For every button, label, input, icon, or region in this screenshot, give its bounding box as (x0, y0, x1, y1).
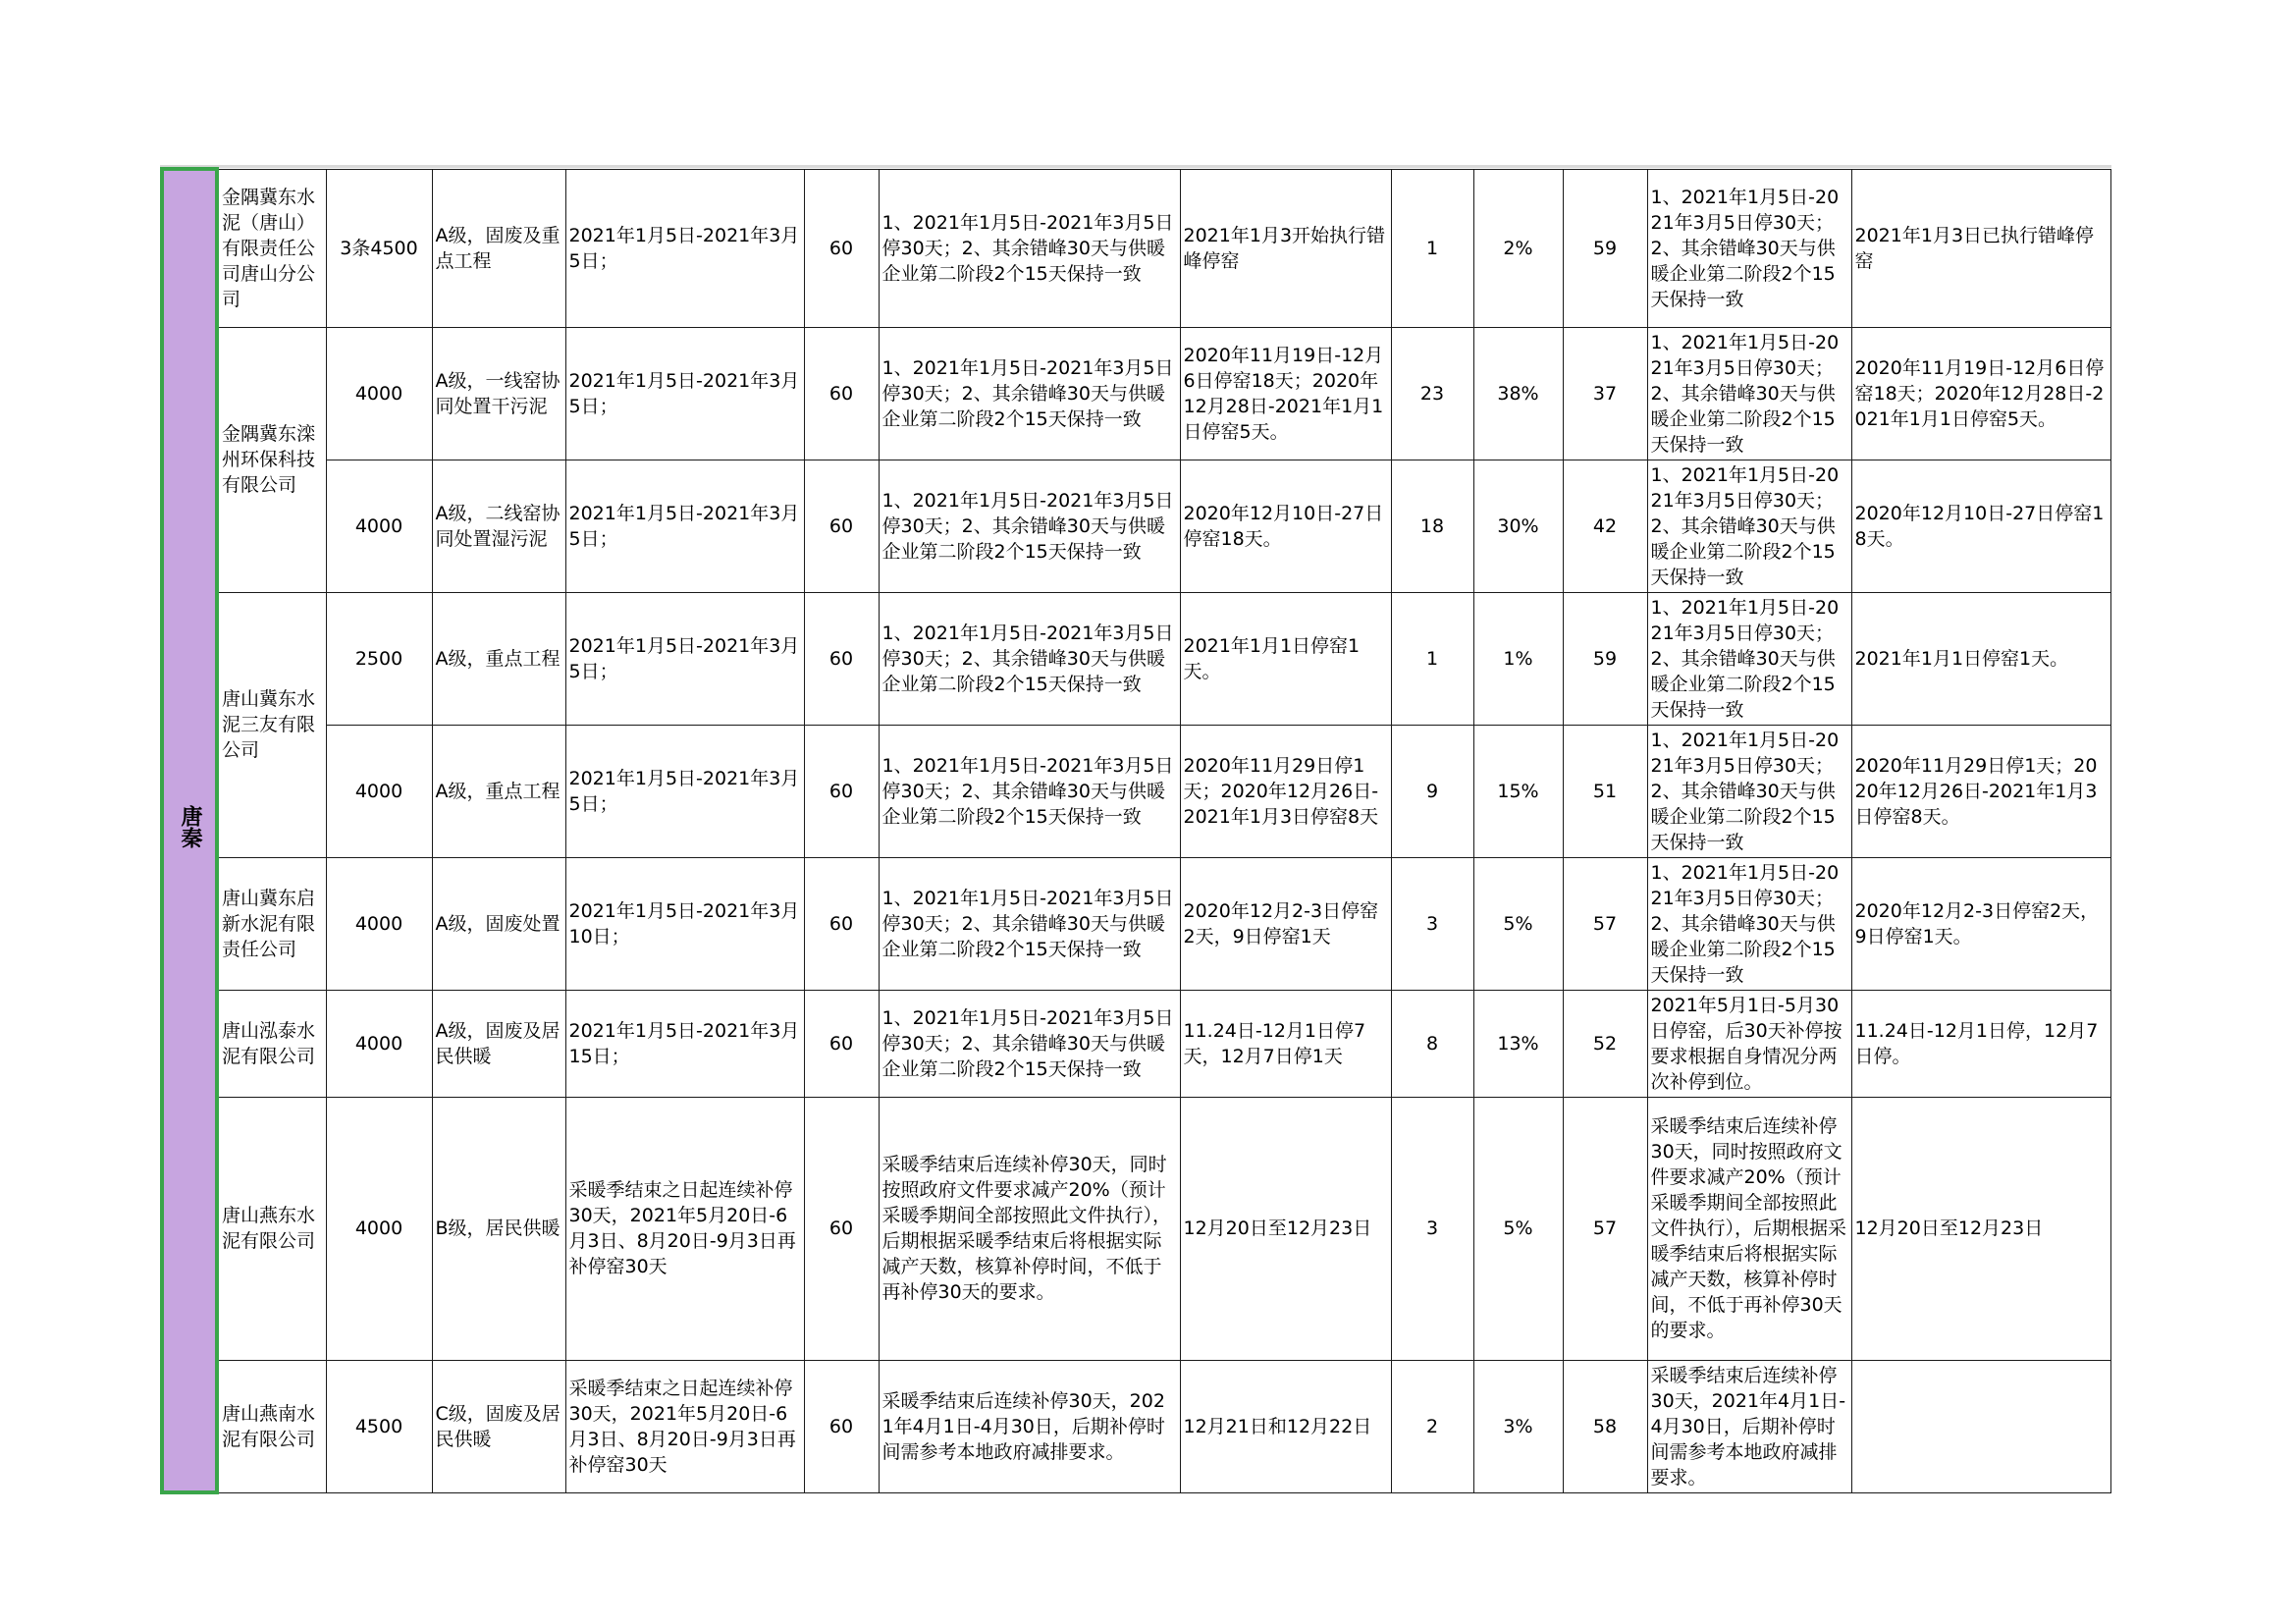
period-cell: 采暖季结束之日起连续补停30天，2021年5月20日-6月3日、8月20日-9月3日再补停窑30天 (565, 1097, 804, 1360)
period-cell: 2021年1月5日-2021年3月5日； (565, 327, 804, 460)
table-row (162, 857, 2110, 990)
executed-cell: 12月21日和12月22日 (1180, 1360, 1391, 1492)
next-plan-cell: 采暖季结束后连续补停30天，2021年4月1日-4月30日，后期补停时间需参考本地政府减排要求。 (1647, 1360, 1851, 1492)
executed-cell: 2020年12月2-3日停窑2天，9日停窑1天 (1180, 857, 1391, 990)
period-cell: 2021年1月5日-2021年3月15日； (565, 990, 804, 1097)
remark-cell: 2020年11月19日-12月6日停窑18天；2020年12月28日-2021年1月1日停窑5天。 (1851, 327, 2110, 460)
grade-cell: A级，固废及重点工程 (432, 169, 565, 327)
days-cell: 60 (804, 857, 879, 990)
period-cell: 2021年1月5日-2021年3月10日； (565, 857, 804, 990)
days-cell: 60 (804, 327, 879, 460)
company-cell: 唐山燕东水泥有限公司 (217, 1097, 326, 1360)
plan-cell: 1、2021年1月5日-2021年3月5日停30天；2、其余错峰30天与供暖企业第二阶段2个15天保持一致 (879, 169, 1180, 327)
days-cell: 60 (804, 169, 879, 327)
next-plan-cell: 1、2021年1月5日-2021年3月5日停30天；2、其余错峰30天与供暖企业第二阶段2个15天保持一致 (1647, 592, 1851, 725)
grade-cell: B级，居民供暖 (432, 1097, 565, 1360)
remark-cell: 2021年1月3日已执行错峰停窑 (1851, 169, 2110, 327)
company-cell: 唐山冀东水泥三友有限公司 (217, 592, 326, 857)
percent-cell: 30% (1473, 460, 1563, 592)
done-days-cell: 3 (1391, 1097, 1473, 1360)
plan-cell: 1、2021年1月5日-2021年3月5日停30天；2、其余错峰30天与供暖企业第二阶段2个15天保持一致 (879, 857, 1180, 990)
days-cell: 60 (804, 1360, 879, 1492)
executed-cell: 11.24日-12月1日停7天，12月7日停1天 (1180, 990, 1391, 1097)
table-row (162, 327, 2110, 460)
remark-cell: 12月20日至12月23日 (1851, 1097, 2110, 1360)
period-cell: 采暖季结束之日起连续补停30天，2021年5月20日-6月3日、8月20日-9月3日再补停窑30天 (565, 1360, 804, 1492)
next-plan-cell: 1、2021年1月5日-2021年3月5日停30天；2、其余错峰30天与供暖企业第二阶段2个15天保持一致 (1647, 857, 1851, 990)
executed-cell: 2021年1月1日停窑1天。 (1180, 592, 1391, 725)
grade-cell: C级，固废及居民供暖 (432, 1360, 565, 1492)
table-row (162, 592, 2110, 725)
capacity-cell: 2500 (326, 592, 432, 725)
plan-cell: 1、2021年1月5日-2021年3月5日停30天；2、其余错峰30天与供暖企业第二阶段2个15天保持一致 (879, 725, 1180, 857)
next-plan-cell: 采暖季结束后连续补停30天，同时按照政府文件要求减产20%（预计采暖季期间全部按照此文件执行），后期根据采暖季结束后将根据实际减产天数，核算补停时间，不低于再补停30天的要求。 (1647, 1097, 1851, 1360)
table-row (162, 725, 2110, 857)
executed-cell: 2020年11月19日-12月6日停窑18天；2020年12月28日-2021年1月1日停窑5天。 (1180, 327, 1391, 460)
remark-cell: 2020年12月10日-27日停窑18天。 (1851, 460, 2110, 592)
table-row (162, 169, 2110, 327)
days-cell: 60 (804, 725, 879, 857)
capacity-cell: 4000 (326, 725, 432, 857)
table-row (162, 1097, 2110, 1360)
grade-cell: A级，一线窑协同处置干污泥 (432, 327, 565, 460)
remaining-cell: 52 (1563, 990, 1647, 1097)
plan-cell: 1、2021年1月5日-2021年3月5日停30天；2、其余错峰30天与供暖企业第二阶段2个15天保持一致 (879, 460, 1180, 592)
days-cell: 60 (804, 1097, 879, 1360)
period-cell: 2021年1月5日-2021年3月5日； (565, 460, 804, 592)
done-days-cell: 1 (1391, 169, 1473, 327)
remark-cell: 2020年12月2-3日停窑2天，9日停窑1天。 (1851, 857, 2110, 990)
percent-cell: 38% (1473, 327, 1563, 460)
remaining-cell: 57 (1563, 857, 1647, 990)
remaining-cell: 51 (1563, 725, 1647, 857)
company-cell: 唐山冀东启新水泥有限责任公司 (217, 857, 326, 990)
remark-cell: 11.24日-12月1日停，12月7日停。 (1851, 990, 2110, 1097)
capacity-cell: 3条4500 (326, 169, 432, 327)
percent-cell: 15% (1473, 725, 1563, 857)
percent-cell: 13% (1473, 990, 1563, 1097)
percent-cell: 3% (1473, 1360, 1563, 1492)
done-days-cell: 9 (1391, 725, 1473, 857)
plan-cell: 1、2021年1月5日-2021年3月5日停30天；2、其余错峰30天与供暖企业第二阶段2个15天保持一致 (879, 592, 1180, 725)
next-plan-cell: 1、2021年1月5日-2021年3月5日停30天；2、其余错峰30天与供暖企业第二阶段2个15天保持一致 (1647, 327, 1851, 460)
company-cell: 金隅冀东滦州环保科技有限公司 (217, 327, 326, 592)
executed-cell: 2020年12月10日-27日停窑18天。 (1180, 460, 1391, 592)
grade-cell: A级，二线窑协同处置湿污泥 (432, 460, 565, 592)
region-label: 唐秦 (178, 805, 202, 848)
remaining-cell: 37 (1563, 327, 1647, 460)
remark-cell: 2021年1月1日停窑1天。 (1851, 592, 2110, 725)
percent-cell: 5% (1473, 857, 1563, 990)
executed-cell: 12月20日至12月23日 (1180, 1097, 1391, 1360)
capacity-cell: 4000 (326, 990, 432, 1097)
plan-cell: 采暖季结束后连续补停30天，同时按照政府文件要求减产20%（预计采暖季期间全部按照此文件执行），后期根据采暖季结束后将根据实际减产天数，核算补停时间，不低于再补停30天的要求。 (879, 1097, 1180, 1360)
period-cell: 2021年1月5日-2021年3月5日； (565, 592, 804, 725)
executed-cell: 2021年1月3开始执行错峰停窑 (1180, 169, 1391, 327)
days-cell: 60 (804, 592, 879, 725)
days-cell: 60 (804, 990, 879, 1097)
table-row (162, 460, 2110, 592)
done-days-cell: 3 (1391, 857, 1473, 990)
percent-cell: 2% (1473, 169, 1563, 327)
days-cell: 60 (804, 460, 879, 592)
plan-cell: 采暖季结束后连续补停30天，2021年4月1日-4月30日，后期补停时间需参考本地政府减排要求。 (879, 1360, 1180, 1492)
remaining-cell: 59 (1563, 592, 1647, 725)
capacity-cell: 4000 (326, 327, 432, 460)
grade-cell: A级，固废处置 (432, 857, 565, 990)
remark-cell: 2020年11月29日停1天；2020年12月26日-2021年1月3日停窑8天。 (1851, 725, 2110, 857)
table-row (162, 990, 2110, 1097)
company-cell: 唐山燕南水泥有限公司 (217, 1360, 326, 1492)
next-plan-cell: 2021年5月1日-5月30日停窑，后30天补停按要求根据自身情况分两次补停到位。 (1647, 990, 1851, 1097)
plan-cell: 1、2021年1月5日-2021年3月5日停30天；2、其余错峰30天与供暖企业第二阶段2个15天保持一致 (879, 990, 1180, 1097)
next-plan-cell: 1、2021年1月5日-2021年3月5日停30天；2、其余错峰30天与供暖企业第二阶段2个15天保持一致 (1647, 725, 1851, 857)
period-cell: 2021年1月5日-2021年3月5日； (565, 169, 804, 327)
capacity-cell: 4000 (326, 460, 432, 592)
cement-kiln-schedule-table (160, 167, 2111, 1494)
done-days-cell: 2 (1391, 1360, 1473, 1492)
remark-cell (1851, 1360, 2110, 1492)
done-days-cell: 18 (1391, 460, 1473, 592)
capacity-cell: 4000 (326, 857, 432, 990)
capacity-cell: 4000 (326, 1097, 432, 1360)
grade-cell: A级，固废及居民供暖 (432, 990, 565, 1097)
remaining-cell: 42 (1563, 460, 1647, 592)
percent-cell: 1% (1473, 592, 1563, 725)
table-row (162, 1360, 2110, 1492)
grade-cell: A级，重点工程 (432, 725, 565, 857)
plan-cell: 1、2021年1月5日-2021年3月5日停30天；2、其余错峰30天与供暖企业第二阶段2个15天保持一致 (879, 327, 1180, 460)
company-cell: 金隅冀东水泥（唐山）有限责任公司唐山分公司 (217, 169, 326, 327)
period-cell: 2021年1月5日-2021年3月5日； (565, 725, 804, 857)
next-plan-cell: 1、2021年1月5日-2021年3月5日停30天；2、其余错峰30天与供暖企业第二阶段2个15天保持一致 (1647, 460, 1851, 592)
company-cell: 唐山泓泰水泥有限公司 (217, 990, 326, 1097)
done-days-cell: 1 (1391, 592, 1473, 725)
executed-cell: 2020年11月29日停1天；2020年12月26日-2021年1月3日停窑8天 (1180, 725, 1391, 857)
remaining-cell: 59 (1563, 169, 1647, 327)
remaining-cell: 57 (1563, 1097, 1647, 1360)
capacity-cell: 4500 (326, 1360, 432, 1492)
percent-cell: 5% (1473, 1097, 1563, 1360)
done-days-cell: 23 (1391, 327, 1473, 460)
region-cell (162, 169, 217, 1492)
remaining-cell: 58 (1563, 1360, 1647, 1492)
grade-cell: A级，重点工程 (432, 592, 565, 725)
next-plan-cell: 1、2021年1月5日-2021年3月5日停30天；2、其余错峰30天与供暖企业第二阶段2个15天保持一致 (1647, 169, 1851, 327)
done-days-cell: 8 (1391, 990, 1473, 1097)
